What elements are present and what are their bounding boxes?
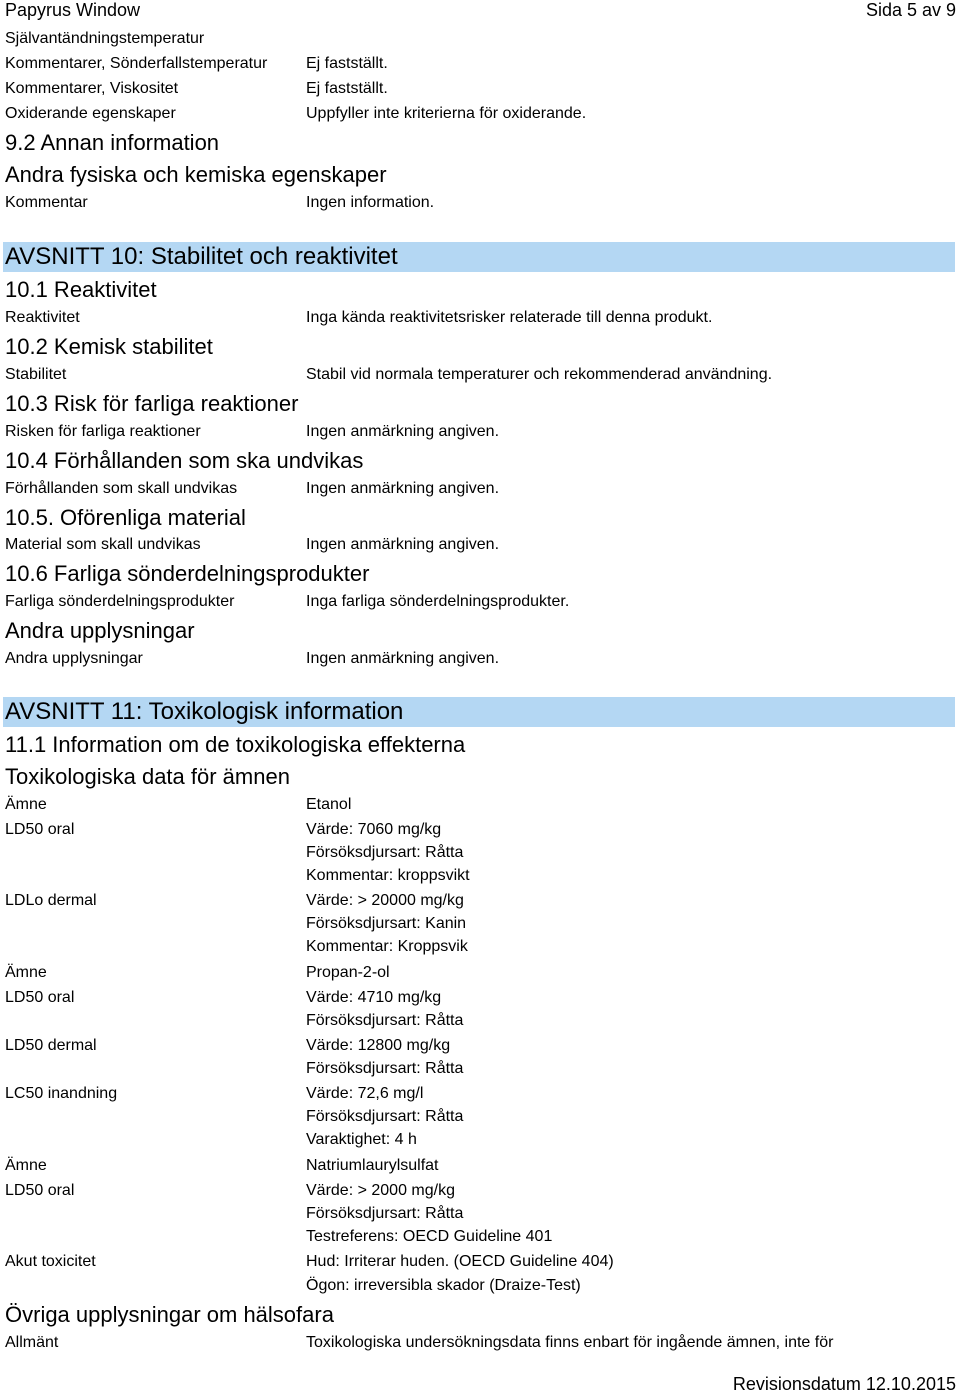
row-label: Förhållanden som skall undvikas bbox=[5, 480, 238, 497]
tox-value: Värde: > 20000 mg/kg bbox=[306, 892, 464, 909]
row-value: Ej fastställt. bbox=[306, 55, 388, 72]
subsection-heading: 11.1 Information om de toxikologiska effekterna bbox=[5, 732, 466, 757]
tox-value: Testreferens: OECD Guideline 401 bbox=[306, 1228, 553, 1245]
tox-value: Försöksdjursart: Råtta bbox=[306, 1060, 464, 1077]
row-value: Ingen anmärkning angiven. bbox=[306, 650, 500, 667]
row-label: Material som skall undvikas bbox=[5, 536, 201, 553]
app-title: Papyrus Window bbox=[5, 0, 141, 20]
subsection-heading: Andra upplysningar bbox=[5, 618, 195, 643]
tox-label: LC50 inandning bbox=[5, 1085, 118, 1102]
tox-label: LDLo dermal bbox=[5, 892, 97, 909]
row-label: Allmänt bbox=[5, 1334, 59, 1351]
row-label: Kommentarer, Viskositet bbox=[5, 80, 179, 97]
tox-value: Propan-2-ol bbox=[306, 964, 390, 981]
tox-value: Försöksdjursart: Råtta bbox=[306, 1108, 464, 1125]
row-value: Ej fastställt. bbox=[306, 80, 388, 97]
subsection-heading: Övriga upplysningar om hälsofara bbox=[5, 1302, 334, 1327]
row-label: Risken för farliga reaktioner bbox=[5, 423, 201, 440]
tox-label: LD50 oral bbox=[5, 989, 75, 1006]
tox-value: Värde: 7060 mg/kg bbox=[306, 821, 442, 838]
subsection-heading: Toxikologiska data för ämnen bbox=[5, 764, 290, 789]
subsection-heading: 9.2 Annan information bbox=[5, 130, 220, 155]
tox-value: Ögon: irreversibla skador (Draize-Test) bbox=[306, 1277, 581, 1294]
row-value: Ingen anmärkning angiven. bbox=[306, 423, 500, 440]
subsection-heading: 10.4 Förhållanden som ska undvikas bbox=[5, 448, 364, 473]
tox-value: Försöksdjursart: Råtta bbox=[306, 1012, 464, 1029]
tox-label: LD50 oral bbox=[5, 821, 75, 838]
revision-date: Revisionsdatum 12.10.2015 bbox=[732, 1374, 956, 1394]
subsection-heading: 10.2 Kemisk stabilitet bbox=[5, 334, 213, 359]
tox-label: Akut toxicitet bbox=[5, 1253, 96, 1270]
row-label: Kommentarer, Sönderfallstemperatur bbox=[5, 55, 268, 72]
subsection-heading: 10.3 Risk för farliga reaktioner bbox=[5, 391, 299, 416]
row-value: Ingen anmärkning angiven. bbox=[306, 536, 500, 553]
tox-value: Värde: 72,6 mg/l bbox=[306, 1085, 424, 1102]
tox-value: Kommentar: Kroppsvik bbox=[306, 938, 468, 955]
tox-value: Kommentar: kroppsvikt bbox=[306, 867, 470, 884]
tox-value: Varaktighet: 4 h bbox=[306, 1131, 417, 1148]
tox-value: Värde: > 2000 mg/kg bbox=[306, 1182, 455, 1199]
tox-value: Försöksdjursart: Kanin bbox=[306, 915, 467, 932]
row-label: Stabilitet bbox=[5, 366, 67, 383]
subsection-heading: 10.1 Reaktivitet bbox=[5, 277, 157, 302]
row-label: Självantändningstemperatur bbox=[5, 30, 205, 47]
tox-value: Natriumlaurylsulfat bbox=[306, 1157, 439, 1174]
row-label: Kommentar bbox=[5, 194, 88, 211]
tox-value: Hud: Irriterar huden. (OECD Guideline 404) bbox=[306, 1253, 614, 1270]
page-number: Sida 5 av 9 bbox=[865, 0, 956, 20]
row-label: Reaktivitet bbox=[5, 309, 80, 326]
tox-label: LD50 oral bbox=[5, 1182, 75, 1199]
tox-value: Etanol bbox=[306, 796, 352, 813]
tox-value: Försöksdjursart: Råtta bbox=[306, 844, 464, 861]
row-value: Uppfyller inte kriterierna för oxiderande. bbox=[306, 105, 587, 122]
tox-label: Ämne bbox=[5, 1157, 47, 1174]
row-label: Oxiderande egenskaper bbox=[5, 105, 176, 122]
row-value: Inga kända reaktivitetsrisker relaterade till denna produkt. bbox=[306, 309, 713, 326]
subsection-heading: 10.6 Farliga sönderdelningsprodukter bbox=[5, 561, 370, 586]
section-header-bar bbox=[3, 697, 955, 727]
row-value: Ingen information. bbox=[306, 194, 435, 211]
tox-value: Värde: 4710 mg/kg bbox=[306, 989, 442, 1006]
row-value: Inga farliga sönderdelningsprodukter. bbox=[306, 593, 570, 610]
tox-label: Ämne bbox=[5, 796, 47, 813]
tox-value: Värde: 12800 mg/kg bbox=[306, 1037, 451, 1054]
section-title: AVSNITT 11: Toxikologisk information bbox=[5, 698, 404, 725]
row-value: Stabil vid normala temperaturer och rekommenderad användning. bbox=[306, 366, 773, 383]
row-label: Farliga sönderdelningsprodukter bbox=[5, 593, 235, 610]
row-label: Andra upplysningar bbox=[5, 650, 143, 667]
row-value: Toxikologiska undersökningsdata finns enbart för ingående ämnen, inte för bbox=[306, 1334, 834, 1351]
subsection-heading: Andra fysiska och kemiska egenskaper bbox=[5, 162, 387, 187]
section-title: AVSNITT 10: Stabilitet och reaktivitet bbox=[5, 243, 398, 270]
tox-label: LD50 dermal bbox=[5, 1037, 97, 1054]
section-header-bar bbox=[3, 242, 955, 272]
tox-value: Försöksdjursart: Råtta bbox=[306, 1205, 464, 1222]
row-value: Ingen anmärkning angiven. bbox=[306, 480, 500, 497]
tox-label: Ämne bbox=[5, 964, 47, 981]
subsection-heading: 10.5. Oförenliga material bbox=[5, 505, 246, 530]
